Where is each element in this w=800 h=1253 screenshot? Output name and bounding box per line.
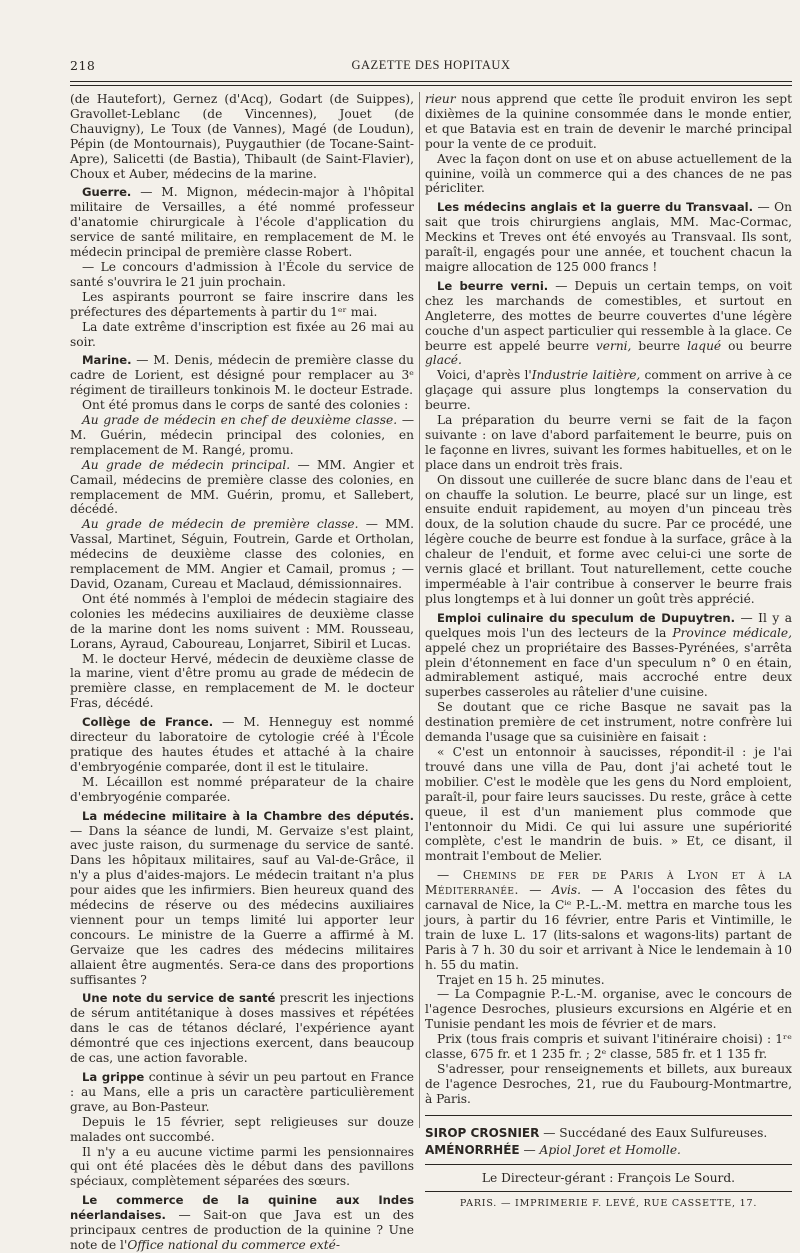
printer-line: PARIS. — IMPRIMERIE F. LEVÉ, RUE CASSETTE, 17. (425, 1191, 792, 1212)
advertisement-amenorrhee: AMÉNORRHÉE — Apiol Joret et Homolle. (425, 1142, 681, 1157)
article-speculum: Emploi culinaire du speculum de Dupuytren. — Il y a quelques mois l'un des lecteurs de la Province médicale, appelé chez un propriétaire des Basses-Pyrénées, s'arrêta plein d'étonnement en face d'un speculum n° 0 en étain, admirablement astiqué, mais accroché entre deux superbes casseroles au râtelier d'une cuisine. (425, 610, 792, 700)
article-beurre-verni: Le beurre verni. — Depuis un certain temps, on voit chez les marchands de comestibles, et surtout en Angleterre, des mottes de beurre couvertes d'une légère couche d'un aspect particulier qui ressemble à la glace. Ce beurre est appelé beurre verni, beurre laqué ou beurre glacé. (425, 278, 792, 368)
column-divider (419, 92, 420, 1128)
article-heading: La grippe (82, 1070, 145, 1084)
paragraph: rieur nous apprend que cette île produit environ les sept dixièmes de la quinine consommée dans le monde entier, et que Batavia est en train de devenir le marché principal pour la vente de ce produit. (425, 92, 792, 151)
paragraph: — Le concours d'admission à l'École du service de santé s'ouvrira le 21 juin prochain. (70, 259, 414, 289)
paragraph: Ont été promus dans le corps de santé des colonies : (82, 398, 409, 413)
article-heading: Le commerce de la quinine aux Indes néerlandaises. (70, 1193, 414, 1223)
article-heading: Emploi culinaire du speculum de Dupuytren. (437, 610, 736, 625)
article-heading: Guerre. (82, 185, 132, 200)
paragraph: M. Lécaillon est nommé préparateur de la chaire d'embryogénie comparée. (70, 774, 414, 804)
paragraph: Les aspirants pourront se faire inscrire dans les préfectures des départements à partir du 1ᵉʳ mai. (70, 289, 414, 319)
paragraph: La préparation du beurre verni se fait de la façon suivante : on lave d'abord parfaitement le beurre, puis on le façonne en livres, suivant les formes habituelles, et on le place dans un endroit très frais. (425, 413, 792, 472)
paragraph: La date extrême d'inscription est fixée au 26 mai au soir. (70, 319, 414, 349)
article-heading: Marine. (82, 353, 132, 368)
article-chemins-de-fer: — Chemins de fer de Paris à Lyon et à la Méditerranée. — Avis. — A l'occasion des fêtes du carnaval de Nice, la Cⁱᵉ P.-L.-M. mettra en marche tous les jours, à partir du 16 février, entre Paris et Vintimille, le train de luxe L. 17 (lits-salons et wagons-lits) partant de Paris à 7 h. 30 du soir et arrivant à Nice le lendemain à 10 h. 55 du matin. (425, 868, 792, 972)
header-rule-thick (70, 81, 792, 82)
journal-title: GAZETTE DES HOPITAUX (351, 58, 511, 72)
paragraph: M. le docteur Hervé, médecin de deuxième classe de la marine, vient d'être promu au grade de médecin de première classe, en remplacement de M. le docteur Fras, décédé. (70, 651, 414, 711)
article-quinine: Le commerce de la quinine aux Indes néerlandaises. — Sait-on que Java est un des principaux centres de production de la quinine ? Une note de l'Office national du commerce exté- (70, 1193, 414, 1252)
paragraph: On dissout une cuillerée de sucre blanc dans de l'eau et on chauffe la solution. Le beurre, placé sur un linge, est ensuite enduit rapidement, au moyen d'un pinceau très doux, de la solution chaude du sucre. Par ce procédé, une légère couche de beurre est fondue à la surface, grâce à la chaleur de l'enduit, et forme avec celui-ci une sorte de vernis glacé et brillant. Tout naturellement, cette couche imperméable à l'air contribue à conserver le beurre frais plus longtemps et à lui donner un goût très apprécié. (425, 472, 792, 606)
paragraph: Trajet en 15 h. 25 minutes. (437, 972, 605, 987)
paragraph: (de Hautefort), Gernez (d'Acq), Godart (de Suippes), Gravollet-Leblanc (de Vincennes), Jouet (de Chauvigny), Le Toux (de Vannes), Magé (de Loudun), Pépin (de Montournais), Puygauthier (de Tocane-Saint-Apre), Salicetti (de Bastia), Thibault (de Saint-Flavier), Choux et Auber, médecins de la marine. (70, 92, 414, 181)
paragraph: « C'est un entonnoir à saucisses, répondit-il : je l'ai trouvé dans une villa de Pau, dont j'ai acheté tout le mobilier. C'est le modèle que les gens du Nord emploient, paraît-il, pour faire leurs saucisses. Du reste, grâce à cette queue, il est d'un maniement plus commode que l'entonnoir du Midi. Ce qui lui assure une supériorité complète, c'est le mandrin de buis. » Et, ce disant, il montrait l'embout de Melier. (425, 744, 792, 864)
left-column (70, 92, 414, 1253)
paragraph: Depuis le 15 février, sept religieuses sur douze malades ont succombé. (70, 1114, 414, 1144)
ad-rule (425, 1115, 792, 1116)
advertisement-sirop: SIROP CROSNIER — Succédané des Eaux Sulfureuses. (425, 1125, 768, 1140)
article-note-service: Une note du service de santé prescrit les injections de sérum antitétanique à doses massives et répétées dans le cas de tétanos déclaré, l'expérience ayant démontré que ces injections exercent, dans beaucoup de cas, une action favorable. (70, 991, 414, 1066)
article-college: Collège de France. — M. Henneguy est nommé directeur du laboratoire de cytologie créé à l'École pratique des hautes études et attaché à la chaire d'embryogénie comparée, dont il est le titulaire. (70, 715, 415, 774)
paragraph: Voici, d'après l'Industrie laitière, comment on arrive à ce glaçage qui assure plus longtemps la conservation du beurre. (425, 368, 793, 413)
article-heading: — Chemins de fer de Paris à Lyon et à la Méditerranée. (425, 868, 792, 898)
paragraph: Il n'y a eu aucune victime parmi les pensionnaires qui ont été placées dès le début dans des pavillons spéciaux, complètement séparées des sœurs. (70, 1144, 414, 1189)
page-number: 218 (70, 58, 96, 73)
article-heading: Le beurre verni. (437, 278, 549, 293)
article-medecine-militaire: La médecine militaire à la Chambre des députés. — Dans la séance de lundi, M. Gervaize s'est plaint, avec juste raison, du surmenage du service de santé. Dans les hôpitaux militaires, sauf au Val-de-Grâce, il n'y a plus d'aides-majors. Le médecin traitant n'a plus pour aides que les infirmiers. Bien heureux quand des médecins de réserve ou des médecins auxiliaires viennent pour un temps limité lui apporter leur concours. Le ministre de la Guerre a affirmé à M. Gervaize que les cadres des médecins militaires allaient être augmentés. Sera-ce dans des proportions suffisantes ? (70, 808, 414, 987)
paragraph: Avec la façon dont on use et on abuse actuellement de la quinine, voilà un commerce qui a des chances de ne pas péricliter. (425, 151, 792, 196)
article-grippe: La grippe continue à sévir un peu partout en France : au Mans, elle a pris un caractère particulièrement grave, au Bon-Pasteur. (70, 1070, 414, 1114)
article-transvaal: Les médecins anglais et la guerre du Transvaal. — On sait que trois chirurgiens anglais, MM. Mac-Cormac, Meckins et Treves ont été envoyés au Transvaal. Ils sont, paraît-il, engagés pour une année, et touchent chacun la maigre allocation de 125 000 francs ! (425, 200, 792, 274)
paragraph: S'adresser, pour renseignements et billets, aux bureaux de l'agence Desroches, 21, rue du Faubourg-Montmartre, à Paris. (425, 1062, 792, 1106)
paragraph: Au grade de médecin en chef de deuxième classe. — M. Guérin, médecin principal des colonies, en remplacement de M. Rangé, promu. (70, 413, 415, 457)
page-header (70, 58, 792, 78)
paragraph: — La Compagnie P.-L.-M. organise, avec le concours de l'agence Desroches, plusieurs excursions en Algérie et en Tunisie pendant les mois de février et de mars. (425, 987, 792, 1032)
article-guerre: Guerre. — M. Mignon, médecin-major à l'hôpital militaire de Versailles, a été nommé professeur d'anatomie chirurgicale à l'école d'application du service de santé militaire, en remplacement de M. le médecin principal de première classe Robert. (70, 185, 414, 260)
paragraph: Ont été nommés à l'emploi de médecin stagiaire des colonies les médecins auxiliaires de deuxième classe de la marine dont les noms suivent : MM. Rousseau, Lorans, Ayraud, Caboureau, Lonjarret, Sibiril et Lucas. (70, 591, 414, 651)
paragraph: Se doutant que ce riche Basque ne savait pas la destination première de cet instrument, notre confrère lui demanda l'usage que sa cuisinière en faisait : (425, 700, 792, 745)
director-line: Le Directeur-gérant : François Le Sourd. (425, 1164, 792, 1186)
header-rule-thin (70, 85, 792, 86)
article-heading: La médecine militaire à la Chambre des députés. (82, 808, 414, 823)
right-column (425, 92, 792, 1212)
paragraph: Prix (tous frais compris et suivant l'itinéraire choisi) : 1ʳᵉ classe, 675 fr. et 1 235 fr. ; 2ᵉ classe, 585 fr. et 1 135 fr. (425, 1032, 792, 1062)
article-marine: Marine. — M. Denis, médecin de première classe du cadre de Lorient, est désigné pour remplacer au 3ᵉ régiment de tirailleurs tonkinois M. le docteur Estrade. (70, 353, 414, 398)
paragraph: Au grade de médecin principal. — MM. Angier et Camail, médecins de première classe des colonies, en remplacement de MM. Guérin, promu, et Sallebert, décédé. (70, 457, 414, 517)
article-heading: Collège de France. (82, 715, 214, 730)
article-heading: Les médecins anglais et la guerre du Transvaal. (437, 200, 754, 215)
paragraph: Au grade de médecin de première classe. — MM. Vassal, Martinet, Séguin, Foutrein, Garde et Ortholan, médecins de deuxième classe des colonies, en remplacement de MM. Angier et Camail, promus ; — David, Ozanam, Cureau et Maclaud, démissionnaires. (70, 517, 414, 591)
article-heading: Une note du service de santé (82, 991, 276, 1006)
